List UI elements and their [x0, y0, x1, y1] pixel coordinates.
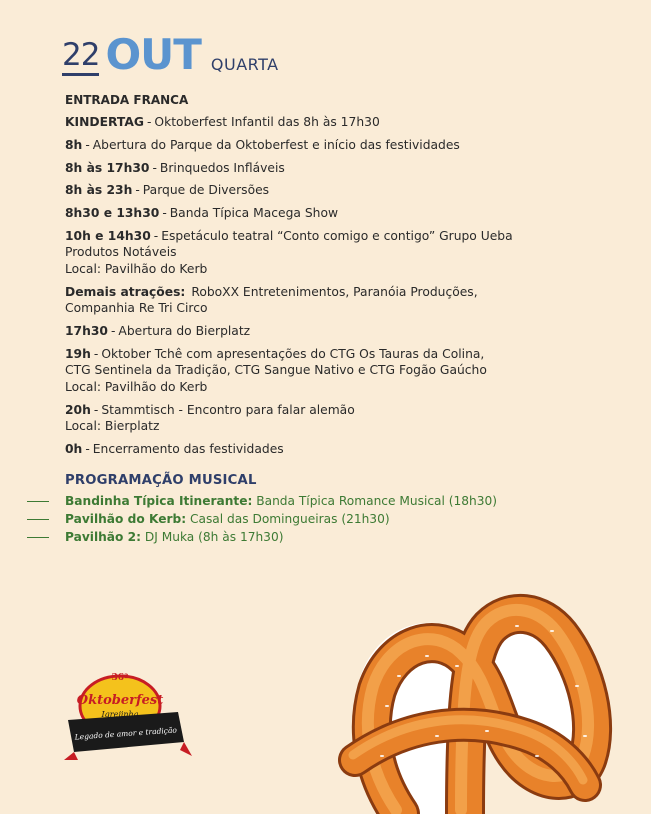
music-venue: Pavilhão do Kerb: [65, 512, 187, 526]
event-item: 20h - Stammtisch - Encontro para falar alemão Local: Bierplatz [65, 402, 535, 435]
music-item-dash [27, 519, 49, 520]
event-item: 19h - Oktober Tchê com apresentações do CTG Os Tauras da Colina, CTG Sentinela da Tradição, CTG Sangue Nativo e CTG Fogão Gaúcho Local: Pavilhão do Kerb [65, 346, 535, 396]
event-item: KINDERTAG - Oktoberfest Infantil das 8h às 17h30 [65, 115, 380, 129]
event-detail-line: Companhia Re Tri Circo [65, 301, 208, 316]
event-time: 20h [65, 402, 91, 417]
event-description: Oktoberfest Infantil das 8h às 17h30 [154, 115, 380, 129]
event-description: Abertura do Parque da Oktoberfest e início das festividades [92, 137, 460, 152]
event-time: 8h às 17h30 [65, 160, 150, 175]
event-detail-line: Produtos Notáveis [65, 245, 177, 260]
event-description: Espetáculo teatral “Conto comigo e contigo” Grupo Ueba [161, 228, 513, 243]
logo-name-line2: Igrejinha [101, 710, 139, 719]
event-item: 8h às 17h30 - Brinquedos Infláveis [65, 160, 285, 175]
music-venue: Bandinha Típica Itinerante: [65, 494, 253, 508]
event-time: KINDERTAG [65, 115, 144, 129]
event-description: Banda Típica Macega Show [169, 206, 339, 221]
event-description: RoboXX Entretenimentos, Paranóia Produções, [191, 284, 478, 299]
event-time: 17h30 [65, 324, 108, 339]
logo-banner: Legado de amor e tradição [74, 725, 178, 742]
music-item [0, 510, 600, 528]
event-time: 8h30 e 13h30 [65, 206, 160, 221]
pretzel-illustration [325, 585, 630, 814]
date-header [62, 30, 279, 79]
music-act: DJ Muka (8h às 17h30) [144, 530, 284, 544]
date-day: 22 [62, 40, 99, 76]
music-act: Casal das Domingueiras (21h30) [189, 512, 390, 526]
event-time: 19h [65, 346, 91, 361]
date-weekday: QUARTA [210, 55, 279, 74]
event-item: 8h - Abertura do Parque da Oktoberfest e início das festividades [65, 137, 460, 152]
date-month: OUT [105, 30, 201, 79]
event-time: Demais atrações: [65, 284, 186, 299]
music-program-title: PROGRAMAÇÃO MUSICAL [65, 473, 257, 488]
event-item: 0h - Encerramento das festividades [65, 441, 284, 456]
logo-edition: 36ª [111, 673, 129, 683]
event-description: Oktober Tchê com apresentações do CTG Os Tauras da Colina, [101, 346, 485, 361]
event-schedule [65, 114, 535, 464]
event-item: 8h às 23h - Parque de Diversões [65, 183, 270, 198]
event-description: Parque de Diversões [142, 183, 270, 198]
event-description: Abertura do Bierplatz [118, 324, 251, 339]
event-description: Brinquedos Infláveis [159, 160, 285, 175]
music-program-list [0, 492, 600, 546]
music-venue: Pavilhão 2: [65, 530, 141, 544]
event-detail-line: Local: Bierplatz [65, 419, 160, 434]
music-item [0, 528, 600, 546]
music-item-dash [27, 501, 49, 502]
event-item: 10h e 14h30 - Espetáculo teatral “Conto comigo e contigo” Grupo Ueba Produtos Notáveis Local: Pavilhão do Kerb [65, 228, 535, 278]
music-act: Banda Típica Romance Musical (18h30) [256, 494, 498, 508]
event-time: 0h [65, 441, 83, 456]
event-time: 8h [65, 137, 83, 152]
event-item: 8h30 e 13h30 - Banda Típica Macega Show [65, 206, 339, 221]
event-time: 10h e 14h30 [65, 228, 151, 243]
music-item [0, 492, 600, 510]
music-item-dash [27, 537, 49, 538]
event-detail-line: Local: Pavilhão do Kerb [65, 261, 208, 276]
event-time: 8h às 23h [65, 183, 133, 198]
event-detail-line: Local: Pavilhão do Kerb [65, 379, 208, 394]
free-entry-label: ENTRADA FRANCA [65, 93, 189, 107]
event-item: 17h30 - Abertura do Bierplatz [65, 324, 251, 339]
event-description: Stammtisch - Encontro para falar alemão [101, 402, 355, 417]
event-detail-line: CTG Sentinela da Tradição, CTG Sangue Nativo e CTG Fogão Gaúcho [65, 363, 487, 378]
logo-name-line1: Oktoberfest [76, 693, 164, 708]
event-item [65, 284, 535, 317]
oktoberfest-logo [58, 660, 198, 775]
event-description: Encerramento das festividades [92, 441, 284, 456]
